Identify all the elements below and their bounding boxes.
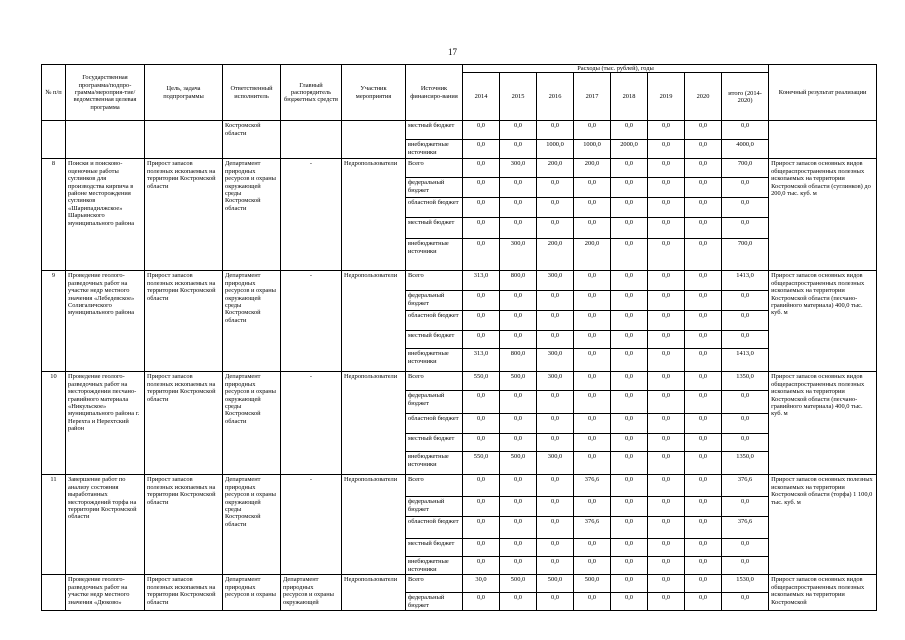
amount-cell: 0,0 — [722, 557, 769, 575]
item-executor: Департамент природных ресурсов и охраны окружающей среды Костромской области — [223, 271, 281, 372]
amount-cell: 300,0 — [537, 372, 574, 391]
item-program: Проведение геолого-разведочных работ на месторождении песчано-гравийного материала «Никульское» муниципального района г. Нерехта и Нерехтский район — [66, 372, 145, 475]
amount-cell: 0,0 — [537, 331, 574, 349]
funding-source: федеральный бюджет — [406, 391, 463, 414]
amount-cell: 0,0 — [722, 391, 769, 414]
amount-cell: 0,0 — [574, 452, 611, 475]
item-grbs: Департамент природных ресурсов и охраны окружающей — [281, 575, 342, 611]
amount-cell: 376,6 — [574, 517, 611, 539]
amount-cell: 0,0 — [463, 497, 500, 517]
table-row — [42, 121, 877, 140]
amount-cell: 0,0 — [463, 198, 500, 218]
amount-cell: 0,0 — [611, 391, 648, 414]
amount-cell: 0,0 — [537, 121, 574, 140]
amount-cell: 0,0 — [648, 452, 685, 475]
cont-grbs — [281, 121, 342, 159]
item-goal: Прирост запасов полезных ископаемых на территории Костромской области — [145, 372, 223, 475]
amount-cell: 0,0 — [574, 178, 611, 198]
amount-cell: 0,0 — [648, 497, 685, 517]
amount-cell: 0,0 — [685, 178, 722, 198]
header-year-2020: 2020 — [685, 73, 722, 121]
amount-cell: 0,0 — [685, 497, 722, 517]
amount-cell: 0,0 — [574, 331, 611, 349]
amount-cell: 313,0 — [463, 349, 500, 372]
header-executor: Ответственный исполнитель — [223, 65, 281, 121]
header-year-2014: 2014 — [463, 73, 500, 121]
amount-cell: 0,0 — [685, 239, 722, 271]
amount-cell: 500,0 — [500, 372, 537, 391]
funding-source: Всего — [406, 159, 463, 178]
amount-cell: 0,0 — [537, 497, 574, 517]
amount-cell: 30,0 — [463, 575, 500, 593]
amount-cell: 0,0 — [611, 372, 648, 391]
funding-source: местный бюджет — [406, 218, 463, 239]
table-row — [42, 159, 877, 178]
amount-cell: 313,0 — [463, 271, 500, 291]
amount-cell: 500,0 — [500, 452, 537, 475]
item-number: 8 — [42, 159, 66, 271]
amount-cell: 0,0 — [611, 434, 648, 452]
amount-cell: 0,0 — [611, 271, 648, 291]
amount-cell: 0,0 — [648, 349, 685, 372]
header-year-2019: 2019 — [648, 73, 685, 121]
amount-cell: 500,0 — [500, 575, 537, 593]
amount-cell: 0,0 — [648, 414, 685, 434]
table-row — [42, 475, 877, 497]
funding-source: местный бюджет — [406, 121, 463, 140]
amount-cell: 0,0 — [500, 331, 537, 349]
funding-source: внебюджетные источники — [406, 239, 463, 271]
amount-cell: 200,0 — [537, 239, 574, 271]
amount-cell: 0,0 — [685, 331, 722, 349]
amount-cell: 0,0 — [685, 557, 722, 575]
header-no: № п/п — [42, 65, 66, 121]
item-executor: Департамент природных ресурсов и охраны окружающей среды Костромской области — [223, 372, 281, 475]
amount-cell: 0,0 — [463, 475, 500, 497]
item-executor: Департамент природных ресурсов и охраны окружающей среды Костромской области — [223, 475, 281, 575]
funding-source: местный бюджет — [406, 434, 463, 452]
cont-result — [769, 121, 877, 159]
amount-cell: 0,0 — [574, 311, 611, 331]
amount-cell: 0,0 — [685, 349, 722, 372]
amount-cell: 0,0 — [648, 475, 685, 497]
amount-cell: 0,0 — [611, 593, 648, 611]
amount-cell: 700,0 — [722, 159, 769, 178]
funding-source: федеральный бюджет — [406, 291, 463, 311]
funding-source: областной бюджет — [406, 311, 463, 331]
amount-cell: 0,0 — [500, 121, 537, 140]
amount-cell: 0,0 — [463, 331, 500, 349]
amount-cell: 0,0 — [574, 414, 611, 434]
amount-cell: 0,0 — [574, 497, 611, 517]
amount-cell: 0,0 — [722, 218, 769, 239]
cont-executor: Костромской области — [223, 121, 281, 159]
amount-cell: 0,0 — [648, 575, 685, 593]
amount-cell: 0,0 — [722, 121, 769, 140]
amount-cell: 0,0 — [537, 557, 574, 575]
amount-cell: 0,0 — [648, 391, 685, 414]
amount-cell: 0,0 — [611, 159, 648, 178]
item-grbs: - — [281, 372, 342, 475]
amount-cell: 0,0 — [537, 593, 574, 611]
amount-cell: 0,0 — [463, 539, 500, 557]
amount-cell: 550,0 — [463, 452, 500, 475]
item-goal: Прирост запасов полезных ископаемых на территории Костромской области — [145, 159, 223, 271]
amount-cell: 0,0 — [500, 391, 537, 414]
amount-cell: 0,0 — [500, 291, 537, 311]
amount-cell: 0,0 — [500, 311, 537, 331]
item-executor: Департамент природных ресурсов и охраны окружающей среды Костромской области — [223, 159, 281, 271]
amount-cell: 0,0 — [685, 452, 722, 475]
amount-cell: 0,0 — [685, 271, 722, 291]
item-result: Прирост запасов основных видов общераспространенных полезных ископаемых на территории Костромской — [769, 575, 877, 611]
amount-cell: 550,0 — [463, 372, 500, 391]
amount-cell: 0,0 — [611, 178, 648, 198]
funding-source: Всего — [406, 575, 463, 593]
amount-cell: 0,0 — [574, 391, 611, 414]
amount-cell: 0,0 — [685, 311, 722, 331]
amount-cell: 0,0 — [648, 140, 685, 159]
amount-cell: 800,0 — [500, 349, 537, 372]
item-participant: Недропользователи — [342, 372, 406, 475]
amount-cell: 0,0 — [685, 140, 722, 159]
funding-source: федеральный бюджет — [406, 497, 463, 517]
amount-cell: 0,0 — [500, 218, 537, 239]
amount-cell: 0,0 — [648, 372, 685, 391]
amount-cell: 0,0 — [611, 291, 648, 311]
item-goal: Прирост запасов полезных ископаемых на территории Костромской области — [145, 575, 223, 611]
amount-cell: 0,0 — [537, 391, 574, 414]
amount-cell: 0,0 — [500, 198, 537, 218]
amount-cell: 0,0 — [648, 331, 685, 349]
amount-cell: 0,0 — [611, 121, 648, 140]
amount-cell: 0,0 — [648, 218, 685, 239]
amount-cell: 0,0 — [463, 517, 500, 539]
item-result: Прирост запасов основных видов общераспространенных полезных ископаемых на территории Костромской области (суглинков) до 200,0 тыс. куб. м — [769, 159, 877, 271]
amount-cell: 0,0 — [685, 218, 722, 239]
amount-cell: 0,0 — [463, 239, 500, 271]
amount-cell: 0,0 — [722, 178, 769, 198]
amount-cell: 2000,0 — [611, 140, 648, 159]
amount-cell: 0,0 — [722, 311, 769, 331]
amount-cell: 0,0 — [463, 159, 500, 178]
amount-cell: 0,0 — [611, 198, 648, 218]
item-participant: Недропользователи — [342, 575, 406, 611]
amount-cell: 0,0 — [537, 311, 574, 331]
funding-source: Всего — [406, 475, 463, 497]
amount-cell: 1413,0 — [722, 349, 769, 372]
item-grbs: - — [281, 271, 342, 372]
amount-cell: 0,0 — [574, 593, 611, 611]
amount-cell: 0,0 — [574, 349, 611, 372]
amount-cell: 0,0 — [574, 218, 611, 239]
amount-cell: 0,0 — [463, 557, 500, 575]
amount-cell: 0,0 — [722, 198, 769, 218]
amount-cell: 0,0 — [685, 414, 722, 434]
amount-cell: 0,0 — [463, 414, 500, 434]
amount-cell: 0,0 — [611, 475, 648, 497]
funding-source: областной бюджет — [406, 198, 463, 218]
amount-cell: 0,0 — [500, 539, 537, 557]
amount-cell: 0,0 — [500, 517, 537, 539]
funding-source: Всего — [406, 372, 463, 391]
amount-cell: 0,0 — [648, 239, 685, 271]
amount-cell: 0,0 — [685, 391, 722, 414]
table-row — [42, 271, 877, 291]
amount-cell: 0,0 — [574, 372, 611, 391]
amount-cell: 0,0 — [611, 517, 648, 539]
item-executor: Департамент природных ресурсов и охраны — [223, 575, 281, 611]
amount-cell: 0,0 — [537, 291, 574, 311]
amount-cell: 0,0 — [463, 434, 500, 452]
amount-cell: 0,0 — [500, 140, 537, 159]
header-year-2017: 2017 — [574, 73, 611, 121]
header-participant: Участник мероприятия — [342, 65, 406, 121]
amount-cell: 0,0 — [500, 475, 537, 497]
header-year-2018: 2018 — [611, 73, 648, 121]
amount-cell: 0,0 — [685, 121, 722, 140]
amount-cell: 200,0 — [574, 239, 611, 271]
funding-source: внебюджетные источники — [406, 349, 463, 372]
item-number — [42, 575, 66, 611]
amount-cell: 1350,0 — [722, 372, 769, 391]
amount-cell: 0,0 — [722, 434, 769, 452]
funding-source: федеральный бюджет — [406, 178, 463, 198]
amount-cell: 1413,0 — [722, 271, 769, 291]
amount-cell: 0,0 — [500, 497, 537, 517]
amount-cell: 0,0 — [574, 198, 611, 218]
amount-cell: 0,0 — [722, 291, 769, 311]
amount-cell: 0,0 — [463, 218, 500, 239]
cont-program — [66, 121, 145, 159]
cont-goal — [145, 121, 223, 159]
amount-cell: 200,0 — [574, 159, 611, 178]
amount-cell: 300,0 — [537, 452, 574, 475]
amount-cell: 1350,0 — [722, 452, 769, 475]
amount-cell: 0,0 — [611, 414, 648, 434]
amount-cell: 0,0 — [685, 159, 722, 178]
amount-cell: 200,0 — [537, 159, 574, 178]
amount-cell: 0,0 — [648, 517, 685, 539]
item-result: Прирост запасов основных видов общераспространенных полезных ископаемых на территории Костромской области (песчано-гравийного материала) 400,0 тыс. куб. м — [769, 372, 877, 475]
amount-cell: 0,0 — [537, 414, 574, 434]
header-year-2015: 2015 — [500, 73, 537, 121]
amount-cell: 0,0 — [500, 178, 537, 198]
funding-source: внебюджетные источники — [406, 452, 463, 475]
item-program: Поиски и поисково-оценочные работы суглинков для производства кирпича в районе месторождения суглинков «Шарипадилжское» Шарьинского муниципального района — [66, 159, 145, 271]
amount-cell: 0,0 — [574, 291, 611, 311]
table-row — [42, 575, 877, 593]
amount-cell: 0,0 — [463, 311, 500, 331]
item-participant: Недропользователи — [342, 475, 406, 575]
amount-cell: 0,0 — [574, 557, 611, 575]
amount-cell: 0,0 — [611, 349, 648, 372]
amount-cell: 376,6 — [722, 517, 769, 539]
amount-cell: 376,6 — [722, 475, 769, 497]
amount-cell: 0,0 — [574, 121, 611, 140]
amount-cell: 0,0 — [611, 239, 648, 271]
header-result: Конечный результат реализации — [769, 65, 877, 121]
amount-cell: 0,0 — [611, 331, 648, 349]
amount-cell: 1000,0 — [574, 140, 611, 159]
amount-cell: 0,0 — [685, 517, 722, 539]
table-row — [42, 372, 877, 391]
amount-cell: 0,0 — [648, 434, 685, 452]
amount-cell: 0,0 — [685, 372, 722, 391]
amount-cell: 800,0 — [500, 271, 537, 291]
funding-source: Всего — [406, 271, 463, 291]
item-participant: Недропользователи — [342, 159, 406, 271]
item-program: Проведение геолого-разведочных работ на участке недр местного значения «Дюково» — [66, 575, 145, 611]
amount-cell: 0,0 — [574, 434, 611, 452]
amount-cell: 300,0 — [500, 159, 537, 178]
funding-source: местный бюджет — [406, 539, 463, 557]
header-year-2016: 2016 — [537, 73, 574, 121]
header-goal: Цель, задача подпрограммы — [145, 65, 223, 121]
amount-cell: 0,0 — [611, 539, 648, 557]
header-program: Государственная программа/подпро-грамма/мероприя-тие/ведомственная целевая программа — [66, 65, 145, 121]
amount-cell: 0,0 — [611, 575, 648, 593]
amount-cell: 0,0 — [537, 539, 574, 557]
amount-cell: 0,0 — [648, 557, 685, 575]
amount-cell: 700,0 — [722, 239, 769, 271]
amount-cell: 0,0 — [537, 475, 574, 497]
amount-cell: 0,0 — [537, 198, 574, 218]
amount-cell: 376,6 — [574, 475, 611, 497]
amount-cell: 1530,0 — [722, 575, 769, 593]
item-goal: Прирост запасов полезных ископаемых на территории Костромской области — [145, 475, 223, 575]
budget-table — [41, 64, 877, 611]
cont-no — [42, 121, 66, 159]
amount-cell: 0,0 — [722, 497, 769, 517]
amount-cell: 4000,0 — [722, 140, 769, 159]
amount-cell: 1000,0 — [537, 140, 574, 159]
amount-cell: 0,0 — [500, 593, 537, 611]
amount-cell: 0,0 — [648, 291, 685, 311]
amount-cell: 0,0 — [648, 159, 685, 178]
amount-cell: 500,0 — [574, 575, 611, 593]
amount-cell: 0,0 — [685, 198, 722, 218]
amount-cell: 0,0 — [500, 434, 537, 452]
amount-cell: 0,0 — [500, 557, 537, 575]
funding-source: федеральный бюджет — [406, 593, 463, 611]
amount-cell: 0,0 — [685, 291, 722, 311]
amount-cell: 300,0 — [500, 239, 537, 271]
item-grbs: - — [281, 159, 342, 271]
amount-cell: 0,0 — [685, 575, 722, 593]
funding-source: областной бюджет — [406, 414, 463, 434]
header-grbs: Главный распорядитель бюджетных средств — [281, 65, 342, 121]
amount-cell: 0,0 — [648, 539, 685, 557]
amount-cell: 300,0 — [537, 271, 574, 291]
item-number: 10 — [42, 372, 66, 475]
amount-cell: 0,0 — [648, 593, 685, 611]
funding-source: областной бюджет — [406, 517, 463, 539]
amount-cell: 0,0 — [648, 311, 685, 331]
amount-cell: 0,0 — [611, 497, 648, 517]
amount-cell: 0,0 — [611, 557, 648, 575]
header-expenses: Расходы (тыс. рублей), годы — [463, 65, 769, 73]
amount-cell: 0,0 — [685, 539, 722, 557]
amount-cell: 0,0 — [463, 121, 500, 140]
funding-source: местный бюджет — [406, 331, 463, 349]
amount-cell: 500,0 — [537, 575, 574, 593]
amount-cell: 0,0 — [722, 593, 769, 611]
amount-cell: 0,0 — [722, 331, 769, 349]
amount-cell: 0,0 — [463, 391, 500, 414]
amount-cell: 0,0 — [648, 198, 685, 218]
item-result: Прирост запасов основных видов общераспространенных полезных ископаемых на территории Костромской области (песчано-гравийного материала) 400,0 тыс. куб. м — [769, 271, 877, 372]
amount-cell: 0,0 — [537, 517, 574, 539]
item-program: Проведение геолого-разведочных работ на участке недр местного значения «Лебедевское» Солигаличского муниципального района — [66, 271, 145, 372]
header-source: Источник финансиро-вания — [406, 65, 463, 121]
funding-source: внебюджетные источники — [406, 140, 463, 159]
amount-cell: 300,0 — [537, 349, 574, 372]
item-grbs: - — [281, 475, 342, 575]
item-program: Завершение работ по анализу состояния выработанных месторождений торфа на территории Костромской области — [66, 475, 145, 575]
amount-cell: 0,0 — [574, 271, 611, 291]
item-number: 9 — [42, 271, 66, 372]
amount-cell: 0,0 — [537, 178, 574, 198]
amount-cell: 0,0 — [463, 593, 500, 611]
amount-cell: 0,0 — [648, 121, 685, 140]
item-participant: Недропользователи — [342, 271, 406, 372]
amount-cell: 0,0 — [685, 434, 722, 452]
amount-cell: 0,0 — [685, 475, 722, 497]
amount-cell: 0,0 — [537, 218, 574, 239]
item-number: 11 — [42, 475, 66, 575]
item-result: Прирост запасов основных полезных ископаемых на территории Костромской области (торфа) 1 100,0 тыс. куб. м — [769, 475, 877, 575]
amount-cell: 0,0 — [500, 414, 537, 434]
page-number: 17 — [448, 47, 457, 57]
amount-cell: 0,0 — [648, 271, 685, 291]
funding-source: внебюджетные источники — [406, 557, 463, 575]
amount-cell: 0,0 — [611, 311, 648, 331]
amount-cell: 0,0 — [463, 178, 500, 198]
amount-cell: 0,0 — [685, 593, 722, 611]
amount-cell: 0,0 — [722, 414, 769, 434]
header-total: итого (2014-2020) — [722, 73, 769, 121]
amount-cell: 0,0 — [611, 218, 648, 239]
amount-cell: 0,0 — [463, 291, 500, 311]
cont-participant — [342, 121, 406, 159]
item-goal: Прирост запасов полезных ископаемых на территории Костромской области — [145, 271, 223, 372]
amount-cell: 0,0 — [722, 539, 769, 557]
amount-cell: 0,0 — [611, 452, 648, 475]
amount-cell: 0,0 — [463, 140, 500, 159]
amount-cell: 0,0 — [537, 434, 574, 452]
amount-cell: 0,0 — [648, 178, 685, 198]
amount-cell: 0,0 — [574, 539, 611, 557]
